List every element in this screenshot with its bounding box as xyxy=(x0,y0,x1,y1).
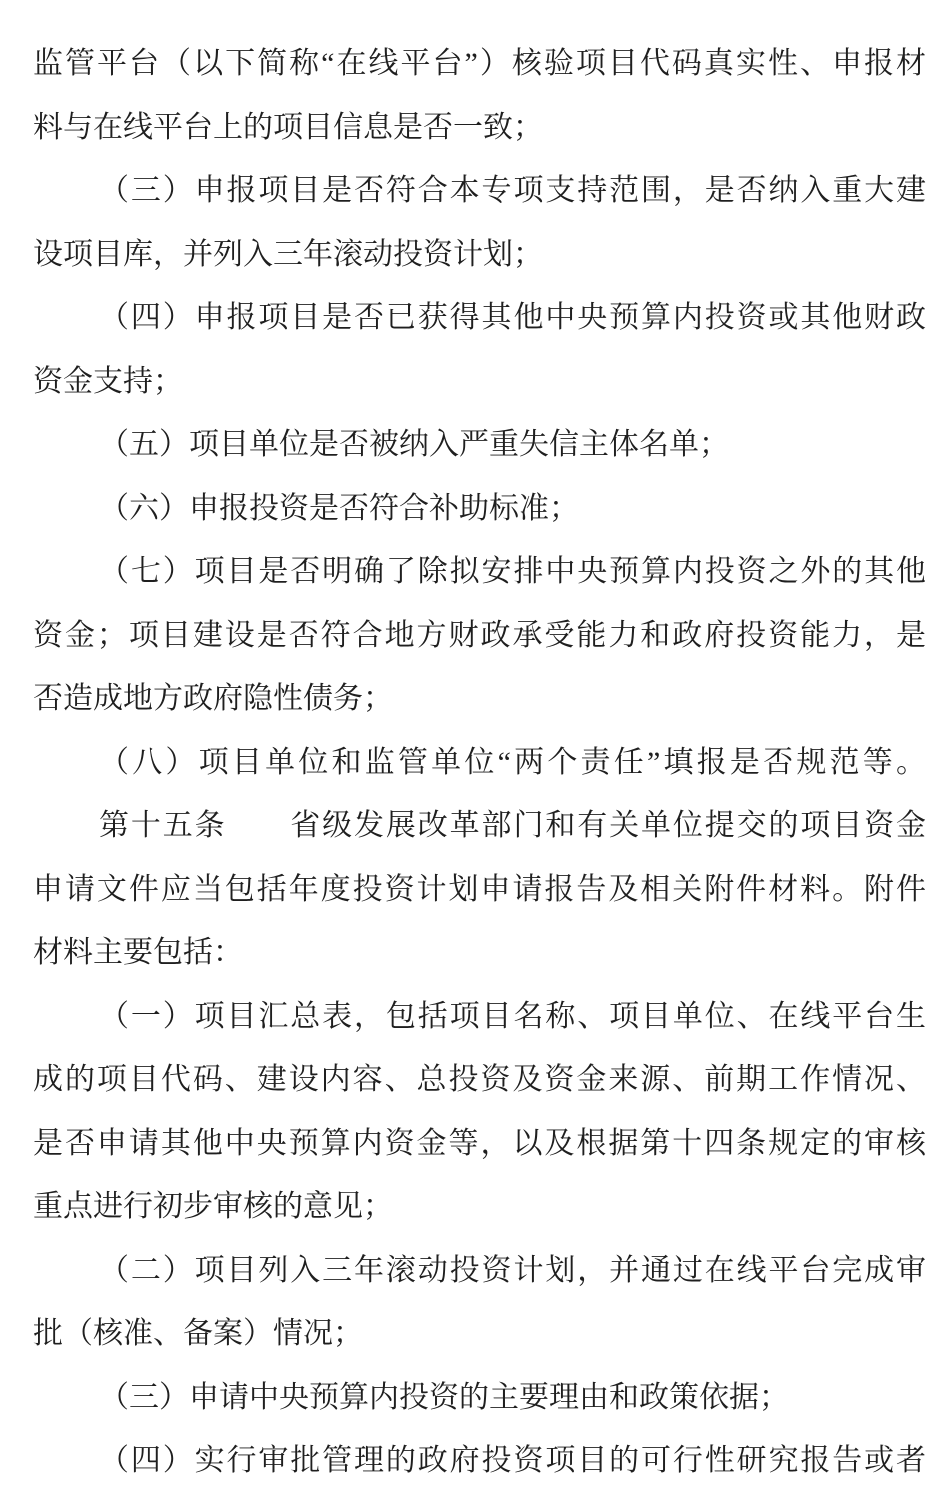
text-line: 是否申请其他中央预算内资金等，以及根据第十四条规定的审核 xyxy=(33,1126,926,1160)
text-line: （二）项目列入三年滚动投资计划，并通过在线平台完成审 xyxy=(99,1253,926,1287)
text-line: 成的项目代码、建设内容、总投资及资金来源、前期工作情况、 xyxy=(33,1063,926,1096)
text-line: （四）实行审批管理的政府投资项目的可行性研究报告或者 xyxy=(99,1444,926,1477)
text-line: 申请文件应当包括年度投资计划申请报告及相关附件材料。附件 xyxy=(33,872,926,906)
text-line: 料与在线平台上的项目信息是否一致； xyxy=(33,110,543,144)
text-line: （四）申报项目是否已获得其他中央预算内投资或其他财政 xyxy=(99,301,926,334)
text-line: （八）项目单位和监管单位“两个责任”填报是否规范等。 xyxy=(99,745,926,779)
text-line: 资金支持； xyxy=(33,364,183,398)
text-line: （五）项目单位是否被纳入严重失信主体名单； xyxy=(99,428,729,461)
text-line: 否造成地方政府隐性债务； xyxy=(33,682,393,715)
text-line: 第十五条 省级发展改革部门和有关单位提交的项目资金 xyxy=(99,809,926,842)
text-line: （一）项目汇总表，包括项目名称、项目单位、在线平台生 xyxy=(99,999,926,1033)
text-line: （六）申报投资是否符合补助标准； xyxy=(99,491,579,525)
text-line: 批（核准、备案）情况； xyxy=(33,1317,363,1350)
text-line: 材料主要包括： xyxy=(33,936,243,969)
text-line: （三）申请中央预算内投资的主要理由和政策依据； xyxy=(99,1380,789,1414)
text-line: （七）项目是否明确了除拟安排中央预算内投资之外的其他 xyxy=(99,555,926,588)
text-line: 资金；项目建设是否符合地方财政承受能力和政府投资能力，是 xyxy=(33,618,926,652)
text-line: 监管平台（以下简称“在线平台”）核验项目代码真实性、申报材 xyxy=(33,47,926,80)
text-line: （三）申报项目是否符合本专项支持范围，是否纳入重大建 xyxy=(99,174,926,207)
text-line: 设项目库，并列入三年滚动投资计划； xyxy=(33,237,543,271)
text-line: 重点进行初步审核的意见； xyxy=(33,1190,393,1223)
